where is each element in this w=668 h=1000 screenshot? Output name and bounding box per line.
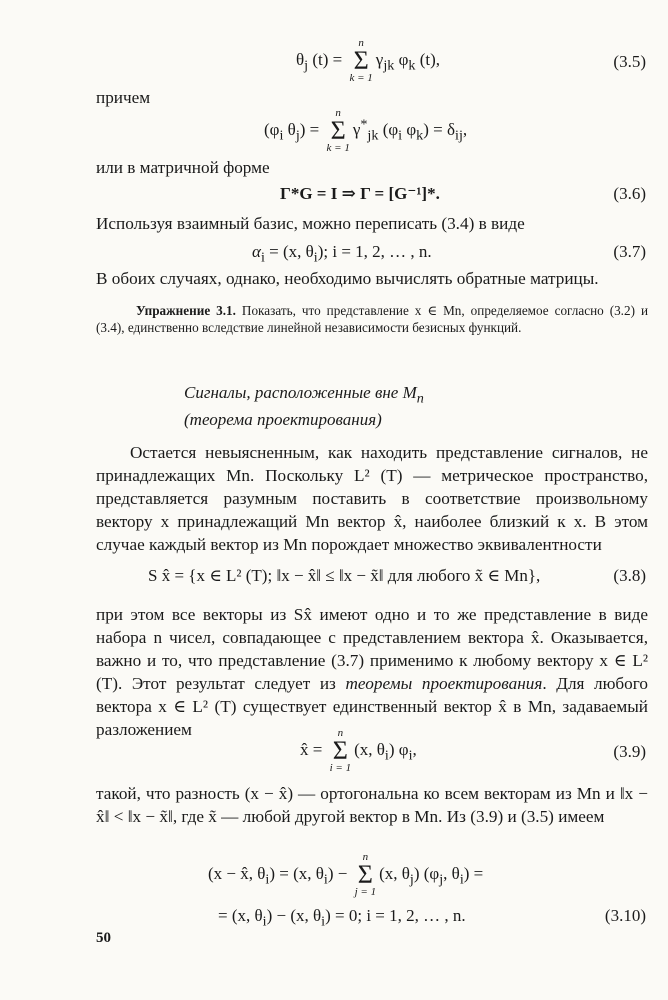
- paragraph-2: при этом все векторы из Sx̂ имеют одно и то же представление в виде набора n чисел, совпадающее с представлением вектора x̂. Оказывается, важно и то, что представление (3.7) применимо к любому вектору x ∈ L² (T). Этот результат следует из теоремы проектирования. Для любого вектора x ∈ L² (T) существует единственный вектор x̂ в Mn, задаваемый разложением: [96, 605, 648, 739]
- heading-line-2: (теорема проектирования): [184, 410, 382, 430]
- paragraph-1: Остается невыясненным, как находить представление сигналов, не принадлежащих Mn. Поскольку L² (T) — метрическое пространство, представляется разумным поставить в соответствие произвольному вектору x принадлежащий Mn вектор x̂, наиболее близкий к x. В этом случае каждый вектор из Mn порождает множество эквивалентности: [96, 443, 648, 554]
- equation-orthogonality: ($\varphi_i$ $\theta_j$) = n Σ k = 1 $\gamma^*_{jk}$ ($\varphi_i$ $\varphi_k) = \delta_{ij}$,: [264, 107, 468, 154]
- equation-number-3-5: (3.5): [613, 52, 646, 71]
- paragraph-3: такой, что разность (x − x̂) — ортогональна ко всем векторам из Mn и ‖x − x̂‖ < ‖x − x̃‖, где x̃ — любой другой вектор в Mn. Из (3.9) и (3.5) имеем: [96, 784, 648, 826]
- equation-number-3-6: (3.6): [613, 184, 646, 203]
- equation-3-7: $\alpha_i = (x$, $\theta_i$); i = 1, 2, … , n.: [252, 242, 432, 266]
- equation-3-10-line-2: = (x, $\theta_i) - (x$, $\theta_i) = 0$; i = 1, 2, … , n.: [218, 906, 466, 930]
- equation-number-3-9: (3.9): [613, 742, 646, 761]
- text-matrix-form: или в матричной форме: [96, 158, 270, 177]
- projection-theorem-term: теоремы проектирования: [345, 674, 543, 693]
- exercise-label: Упражнение 3.1.: [136, 303, 236, 318]
- section-heading: [184, 382, 424, 431]
- equation-number-3-7: (3.7): [613, 242, 646, 261]
- sum-symbol: n Σ i = 1: [329, 727, 352, 774]
- exercise-text: Показать, что представление x ∈ Mn, определяемое согласно (3.2) и (3.4), единственно вследствие линейной независимости безисных функций.: [96, 303, 649, 335]
- sum-symbol: n Σ k = 1: [326, 107, 350, 154]
- equation-3-10-line-1: (x − x̂, $\theta_i) = (x$, $\theta_i$) − n Σ j = 1 (x, $\theta_j$) ($\varphi_j$, $\theta_i$) =: [208, 851, 484, 898]
- exercise-3-1: [96, 302, 648, 336]
- text-reciprocal-basis: Используя взаимный базис, можно переписать (3.4) в виде: [96, 214, 525, 233]
- heading-line-1: Сигналы, расположенные вне $M_n$: [184, 383, 424, 407]
- sum-symbol: n Σ k = 1: [349, 37, 373, 84]
- equation-3-8: S x̂ = {x ∈ L² (T); ‖x − x̂‖ ≤ ‖x − x̃‖ для любого x̃ ∈ Mn},: [148, 566, 541, 585]
- equation-number-3-10: (3.10): [604, 906, 646, 925]
- equation-3-6: Γ*G = I ⇒ Γ = [G⁻¹]*.: [280, 184, 440, 203]
- equation-3-9: x̂ = n Σ i = 1 (x, $\theta_i$) $\varphi_i$,: [300, 727, 417, 774]
- page-number: 50: [96, 930, 111, 946]
- text-both-cases: В обоих случаях, однако, необходимо вычислять обратные матрицы.: [96, 269, 599, 288]
- equation-3-5: $\theta_j$ (t) = n Σ k = 1 $\gamma_{jk}$ $\varphi_k$ (t),: [296, 37, 441, 84]
- sum-symbol: n Σ j = 1: [354, 851, 377, 898]
- text-prichem: причем: [96, 88, 151, 107]
- equation-number-3-8: (3.8): [613, 566, 646, 585]
